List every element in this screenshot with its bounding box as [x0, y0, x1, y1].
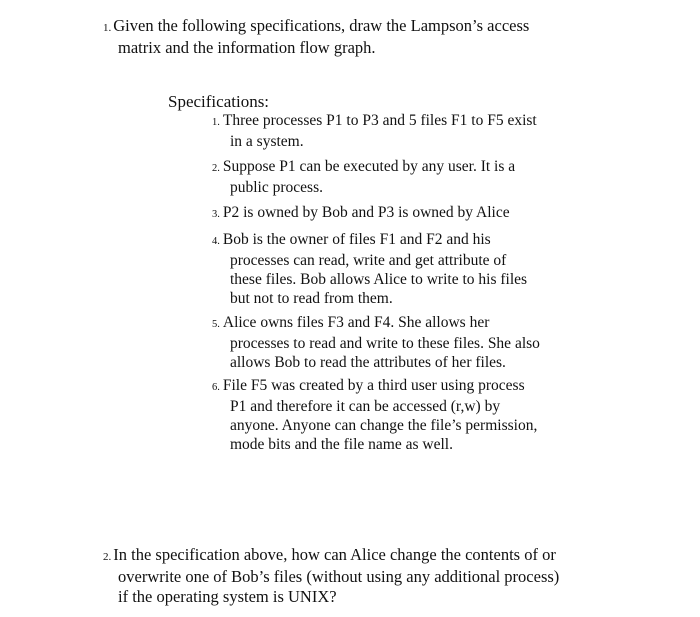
specifications-heading: Specifications:: [168, 92, 270, 111]
spec-item-line: but not to read from them.: [230, 290, 393, 307]
spec-item-line: processes to read and write to these files. She also: [230, 335, 540, 352]
spec-item-line: Bob is the owner of files F1 and F2 and his: [222, 231, 491, 248]
spec-item-line: Three processes P1 to P3 and 5 files F1 to F5 exist: [222, 112, 537, 129]
question-2-line-3: if the operating system is UNIX?: [118, 587, 337, 606]
spec-item-line: Alice owns files F3 and F4. She allows her: [222, 314, 490, 331]
question-2: [103, 545, 593, 607]
spec-item-3: [212, 203, 592, 224]
spec-item-line: in a system.: [230, 133, 304, 150]
question-2-line-1: In the specification above, how can Alice change the contents of or: [113, 545, 556, 564]
spec-item-line: P1 and therefore it can be accessed (r,w) by: [230, 398, 501, 415]
question-1: [103, 16, 573, 58]
spec-item-number: 1.: [212, 117, 220, 128]
spec-item-line: Suppose P1 can be executed by any user. It is a: [222, 158, 516, 175]
spec-item-line: these files. Bob allows Alice to write to his files: [230, 271, 528, 288]
spec-item-1: [212, 111, 592, 151]
question-1-line-2: matrix and the information flow graph.: [118, 38, 376, 57]
spec-item-line: P2 is owned by Bob and P3 is owned by Alice: [222, 204, 510, 221]
spec-item-line: mode bits and the file name as well.: [230, 436, 453, 453]
spec-item-line: public process.: [230, 179, 323, 196]
spec-item-6: [212, 376, 592, 454]
spec-item-4: [212, 230, 592, 308]
spec-item-5: [212, 313, 592, 372]
spec-item-line: allows Bob to read the attributes of her files.: [230, 354, 506, 371]
spec-item-number: 4.: [212, 236, 220, 247]
spec-item-number: 3.: [212, 209, 220, 220]
question-1-line-1: Given the following specifications, draw the Lampson’s access: [113, 16, 530, 35]
spec-item-line: processes can read, write and get attribute of: [230, 252, 507, 269]
spec-item-number: 5.: [212, 319, 220, 330]
spec-item-2: [212, 157, 592, 197]
question-2-number: 2.: [103, 551, 112, 563]
spec-item-number: 6.: [212, 382, 220, 393]
question-1-number: 1.: [103, 22, 112, 34]
spec-item-line: File F5 was created by a third user using process: [222, 377, 525, 394]
spec-item-number: 2.: [212, 163, 220, 174]
question-2-line-2: overwrite one of Bob’s files (without using any additional process): [118, 567, 560, 586]
spec-item-line: anyone. Anyone can change the file’s permission,: [230, 417, 538, 434]
